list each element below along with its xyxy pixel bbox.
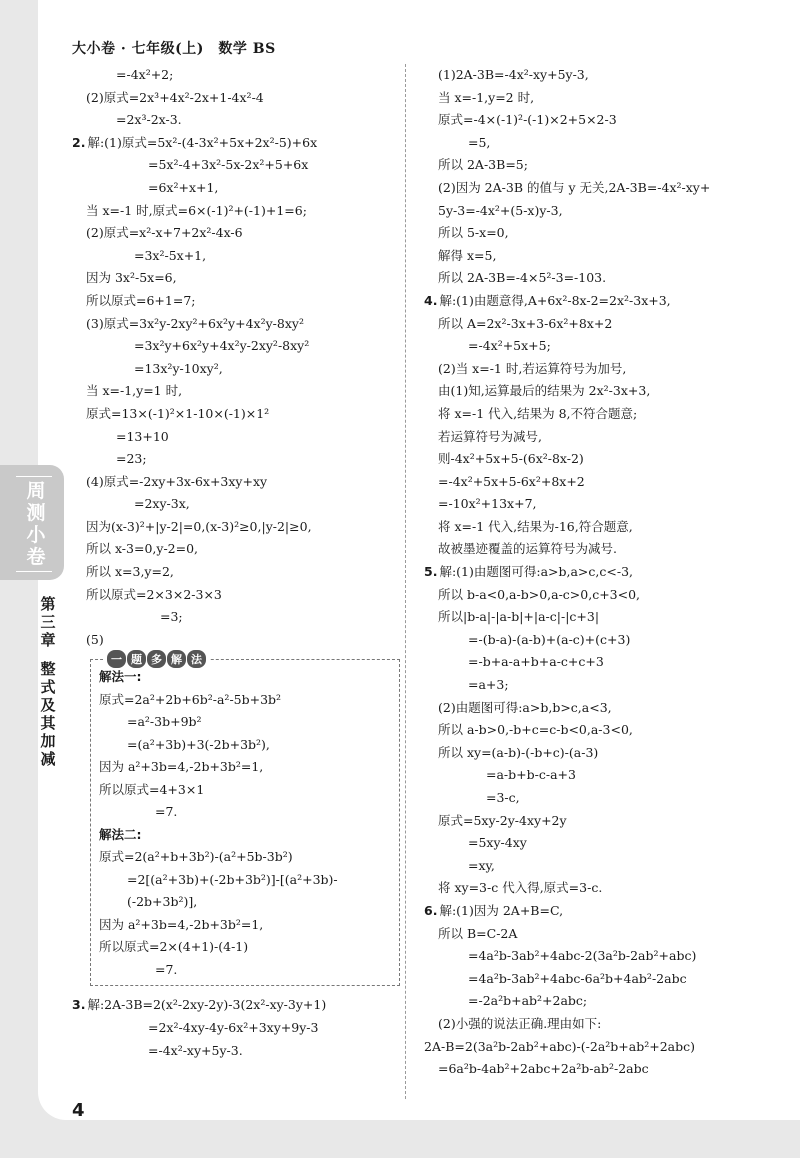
line-text: =-(b-a)-(a-b)+(a-c)+(c+3) [468, 631, 631, 647]
solution-line [99, 756, 391, 779]
line-text: 则-4x²+5x+5-(6x²-8x-2) [438, 451, 584, 467]
line-text: 因为 a²+3b=4,-2b+3b²=1, [99, 916, 264, 932]
line-text: (5) [86, 631, 104, 647]
solution-line [99, 801, 391, 824]
line-text: 当 x=-1 时,原式=6×(-1)²+(-1)+1=6; [86, 202, 307, 218]
line-text: (2)小强的说法正确.理由如下: [438, 1015, 602, 1031]
solution-line [424, 154, 794, 177]
right-solution-lines [424, 64, 794, 1081]
solution-line [424, 290, 794, 313]
line-text: =13+10 [116, 428, 169, 444]
solution-line [424, 448, 794, 471]
solution-line [72, 1040, 394, 1063]
solution-line [72, 606, 394, 629]
line-text: =23; [116, 451, 147, 467]
solution-line [72, 222, 394, 245]
question-number: 4. [424, 292, 438, 308]
solution-line [72, 358, 394, 381]
solution-line [72, 493, 394, 516]
question-number: 6. [424, 902, 438, 918]
line-text: 所以原式=2×(4+1)-(4-1) [99, 939, 249, 955]
solution-line [99, 846, 391, 869]
line-text: =-4x²-xy+5y-3. [148, 1042, 243, 1058]
solution-line [72, 290, 394, 313]
question-number: 5. [424, 564, 438, 580]
solution-line [424, 923, 794, 946]
solution-line [99, 936, 391, 959]
line-text: 解:2A-3B=2(x²-2xy-2y)-3(2x²-xy-3y+1) [87, 997, 327, 1013]
line-text: 解:(1)由题图可得:a>b,a>c,c<-3, [439, 564, 634, 580]
line-text: =-10x²+13x+7, [438, 496, 537, 512]
solution-line [424, 1036, 794, 1059]
solution-line [424, 493, 794, 516]
solution-line [424, 764, 794, 787]
line-text: 原式=5xy-2y-4xy+2y [438, 812, 567, 828]
solution-line [424, 990, 794, 1013]
solution-line [72, 64, 394, 87]
line-text: 解:(1)因为 2A+B=C, [439, 902, 564, 918]
line-text: 解法一: [99, 669, 142, 685]
line-text: 将 x=-1 代入,结果为 8,不符合题意; [438, 405, 638, 421]
solution-line [424, 87, 794, 110]
line-text: 解得 x=5, [438, 247, 497, 263]
solution-line [72, 87, 394, 110]
solution-line [424, 832, 794, 855]
solution-line [72, 538, 394, 561]
line-text: 所以 A=2x²-3x+3-6x²+8x+2 [438, 315, 613, 331]
solution-line [72, 994, 394, 1017]
line-text: 因为 a²+3b=4,-2b+3b²=1, [99, 759, 264, 775]
line-text: 所以 2A-3B=5; [438, 157, 528, 173]
line-text: 所以 b-a<0,a-b>0,a-c>0,c+3<0, [438, 586, 641, 602]
solution-line [424, 245, 794, 268]
line-text: 所以 5-x=0, [438, 225, 509, 241]
line-text: (2)因为 2A-3B 的值与 y 无关,2A-3B=-4x²-xy+ [438, 179, 711, 195]
line-text: 原式=-4×(-1)²-(-1)×2+5×2-3 [438, 112, 617, 128]
line-text: =-b+a-a+b+a-c+c+3 [468, 654, 604, 670]
solution-line [424, 1013, 794, 1036]
solution-line [72, 200, 394, 223]
line-text: (3)原式=3x²y-2xy²+6x²y+4x²y-8xy² [86, 315, 304, 331]
solution-line [72, 426, 394, 449]
line-text: =7. [155, 961, 178, 977]
left-tail-lines [72, 994, 394, 1062]
line-text: =(a²+3b)+3(-2b+3b²), [127, 736, 270, 752]
question-number: 2. [72, 134, 86, 150]
solution-line [424, 358, 794, 381]
solution-line [72, 516, 394, 539]
line-text: 解法二: [99, 826, 142, 842]
line-text: =2xy-3x, [134, 496, 190, 512]
line-text: 所以 xy=(a-b)-(-b+c)-(a-3) [438, 744, 599, 760]
solution-line [424, 380, 794, 403]
line-text: =3x²-5x+1, [134, 247, 207, 263]
line-text: =-2a²b+ab²+2abc; [468, 993, 588, 1009]
solution-line [99, 959, 391, 982]
solution-line [424, 177, 794, 200]
solution-line [72, 1017, 394, 1040]
solution-line [424, 651, 794, 674]
solution-line [72, 380, 394, 403]
line-text: 所以 B=C-2A [438, 925, 518, 941]
solution-line [424, 855, 794, 878]
solution-line [72, 154, 394, 177]
solution-line [424, 109, 794, 132]
line-text: =3; [160, 609, 183, 625]
question-number: 3. [72, 997, 86, 1013]
line-text: 所以 2A-3B=-4×5²-3=-103. [438, 270, 607, 286]
solution-line [424, 945, 794, 968]
solution-line [72, 448, 394, 471]
solution-line [424, 968, 794, 991]
line-text: =a-b+b-c-a+3 [486, 767, 576, 783]
solution-line [72, 267, 394, 290]
line-text: =2[(a²+3b)+(-2b+3b²)]-[(a²+3b)- [127, 871, 338, 887]
line-text: =-4x²+5x+5-6x²+8x+2 [438, 473, 585, 489]
line-text: =6a²b-4ab²+2abc+2a²b-ab²-2abc [438, 1061, 649, 1077]
method-box-title-char: 一 [107, 650, 126, 668]
line-text: 所以 x-3=0,y-2=0, [86, 541, 199, 557]
right-column [424, 64, 794, 1081]
page-number: 4 [72, 1100, 85, 1121]
line-text: 解:(1)原式=5x²-(4-3x²+5x+2x²-5)+6x [87, 134, 318, 150]
solution-line [424, 200, 794, 223]
solution-line [424, 335, 794, 358]
solution-line [72, 132, 394, 155]
line-text: 当 x=-1,y=2 时, [438, 89, 535, 105]
line-text: 将 xy=3-c 代入得,原式=3-c. [438, 880, 603, 896]
line-text: 所以 a-b>0,-b+c=c-b<0,a-3<0, [438, 722, 633, 738]
solution-line [99, 914, 391, 937]
solution-line [72, 471, 394, 494]
solution-line [72, 313, 394, 336]
solution-line [72, 403, 394, 426]
solution-line [424, 606, 794, 629]
solution-line [99, 666, 391, 689]
solution-line [99, 779, 391, 802]
line-text: 原式=13×(-1)²×1-10×(-1)×1² [86, 405, 270, 421]
chapter-number: 第三章 [40, 595, 56, 649]
line-text: 因为 3x²-5x=6, [86, 270, 177, 286]
line-text: (2)原式=2x³+4x²-2x+1-4x²-4 [86, 89, 264, 105]
solution-line [424, 64, 794, 87]
solution-line [424, 629, 794, 652]
method-box-title-char: 解 [167, 650, 186, 668]
solution-line [72, 584, 394, 607]
line-text: =7. [155, 804, 178, 820]
solution-line [72, 109, 394, 132]
solution-line [424, 787, 794, 810]
solution-line [72, 629, 394, 652]
solution-line [424, 222, 794, 245]
line-text: (1)2A-3B=-4x²-xy+5y-3, [438, 67, 589, 82]
line-text: 所以原式=4+3×1 [99, 781, 205, 797]
line-text: 因为(x-3)²+|y-2|=0,(x-3)²≥0,|y-2|≥0, [86, 518, 312, 534]
solution-line [424, 538, 794, 561]
line-text: =5x²-4+3x²-5x-2x²+5+6x [148, 157, 309, 173]
solution-line [99, 689, 391, 712]
solution-line [72, 245, 394, 268]
line-text: 将 x=-1 代入,结果为-16,符合题意, [438, 518, 633, 534]
line-text: =3x²y+6x²y+4x²y-2xy²-8xy² [134, 338, 310, 354]
line-text: =4a²b-3ab²+4abc-6a²b+4ab²-2abc [468, 970, 687, 986]
line-text: (2)原式=x²-x+7+2x²-4x-6 [86, 225, 243, 241]
line-text: (2)由题图可得:a>b,b>c,a<3, [438, 699, 612, 715]
solution-line [99, 824, 391, 847]
method-box-title [103, 650, 210, 668]
solution-line [424, 810, 794, 833]
solution-line [424, 877, 794, 900]
solution-line [424, 132, 794, 155]
line-text: =3-c, [486, 790, 520, 805]
line-text: 若运算符号为减号, [438, 428, 542, 444]
line-text: 原式=2a²+2b+6b²-a²-5b+3b² [99, 691, 282, 707]
solution-line [72, 177, 394, 200]
line-text: 所以原式=6+1=7; [86, 292, 196, 308]
line-text: =2x²-4xy-4y-6x²+3xy+9y-3 [148, 1020, 319, 1036]
line-text: (-2b+3b²)], [127, 894, 198, 910]
solution-line [424, 267, 794, 290]
solution-line [99, 734, 391, 757]
solution-line [72, 561, 394, 584]
solution-line [99, 891, 391, 914]
solution-line [424, 719, 794, 742]
solution-line [424, 471, 794, 494]
solution-line [424, 900, 794, 923]
solution-line [424, 742, 794, 765]
method-box-lines [99, 666, 391, 981]
solution-line [99, 711, 391, 734]
method-box-title-char: 多 [147, 650, 166, 668]
line-text: 所以原式=2×3×2-3×3 [86, 586, 222, 602]
solution-line [424, 313, 794, 336]
line-text: 当 x=-1,y=1 时, [86, 383, 183, 399]
solution-line [424, 1058, 794, 1081]
line-text: 解:(1)由题意得,A+6x²-8x-2=2x²-3x+3, [439, 292, 671, 308]
line-text: 原式=2(a²+b+3b²)-(a²+5b-3b²) [99, 849, 293, 865]
line-text: =a²-3b+9b² [127, 714, 202, 730]
line-text: (2)当 x=-1 时,若运算符号为加号, [438, 360, 627, 376]
line-text: =-4x²+5x+5; [468, 338, 551, 354]
method-box-title-char: 题 [127, 650, 146, 668]
line-text: =13x²y-10xy², [134, 360, 223, 376]
left-solution-lines [72, 64, 394, 651]
method-box [90, 653, 400, 986]
solution-line [424, 403, 794, 426]
line-text: 所以 x=3,y=2, [86, 564, 174, 580]
line-text: =6x²+x+1, [148, 179, 219, 195]
column-divider [405, 64, 406, 1099]
solution-line [424, 516, 794, 539]
line-text: 故被墨迹覆盖的运算符号为减号. [438, 541, 617, 557]
solution-line [424, 584, 794, 607]
solution-line [99, 869, 391, 892]
line-text: (4)原式=-2xy+3x-6x+3xy+xy [86, 473, 268, 489]
line-text: =-4x²+2; [116, 67, 174, 82]
line-text: =xy, [468, 857, 495, 873]
solution-line [72, 335, 394, 358]
line-text: =5, [468, 134, 491, 150]
solution-line [424, 697, 794, 720]
side-tab-label: 周测小卷 [26, 480, 46, 568]
line-text: =a+3; [468, 677, 509, 693]
line-text: =4a²b-3ab²+4abc-2(3a²b-2ab²+abc) [468, 948, 697, 964]
page-header: 大小卷 · 七年级(上) 数学 BS [72, 41, 276, 57]
method-box-title-char: 法 [187, 650, 206, 668]
solution-line [424, 561, 794, 584]
line-text: 由(1)知,运算最后的结果为 2x²-3x+3, [438, 383, 651, 399]
solution-line [424, 426, 794, 449]
line-text: =5xy-4xy [468, 835, 527, 851]
line-text: 所以|b-a|-|a-b|+|a-c|-|c+3| [438, 609, 600, 625]
line-text: 5y-3=-4x²+(5-x)y-3, [438, 202, 563, 218]
line-text: =2x³-2x-3. [116, 112, 182, 128]
chapter-title: 整式及其加减 [40, 660, 56, 768]
left-column [72, 64, 394, 1062]
line-text: 2A-B=2(3a²b-2ab²+abc)-(-2a²b+ab²+2abc) [424, 1038, 695, 1054]
solution-line [424, 674, 794, 697]
